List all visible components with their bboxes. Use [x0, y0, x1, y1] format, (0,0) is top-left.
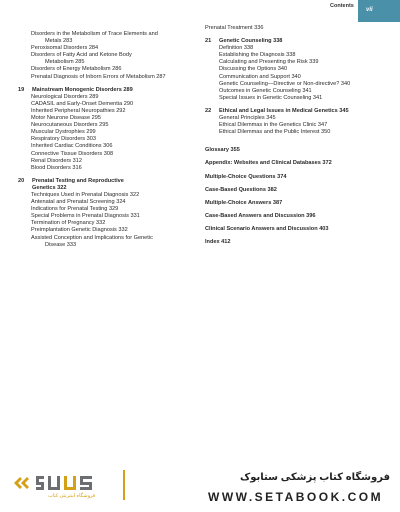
toc-entry: General Principles 345 — [219, 115, 276, 122]
toc-entry: Metals 283 — [45, 38, 73, 45]
back-matter-entry: Multiple-Choice Questions 374 — [205, 173, 287, 180]
back-matter-entry: Multiple-Choice Answers 387 — [205, 199, 283, 206]
back-matter-entry: Clinical Scenario Answers and Discussion 403 — [205, 225, 329, 232]
toc-entry: CADASIL and Early-Onset Dementia 290 — [31, 100, 134, 107]
chapter-number: 19 — [18, 86, 25, 93]
toc-entry: Ethical Dilemmas in the Genetics Clinic 347 — [219, 122, 328, 129]
back-matter-entry: Appendix: Websites and Clinical Databases 372 — [205, 160, 332, 167]
toc-entry: Discussing the Options 340 — [219, 66, 288, 73]
running-header-title: Contents — [330, 3, 354, 9]
chapter-title-line: Prenatal Testing and Reproductive — [32, 177, 124, 184]
toc-entry: Antenatal and Prenatal Screening 324 — [31, 199, 126, 206]
back-matter-entry: Glossary 355 — [205, 147, 240, 154]
toc-entry: Muscular Dystrophies 299 — [31, 129, 96, 136]
toc-entry: Outcomes in Genetic Counseling 341 — [219, 87, 312, 94]
store-name: فروشگاه کتاب پزشکی ستابوک — [240, 472, 391, 483]
back-matter-entry: Case-Based Answers and Discussion 396 — [205, 212, 316, 219]
toc-entry: Peroxisomal Disorders 284 — [31, 45, 99, 52]
toc-entry: Indications for Prenatal Testing 329 — [31, 206, 119, 213]
page-header — [0, 0, 400, 12]
toc-entry: Termination of Pregnancy 332 — [31, 220, 106, 227]
toc-right-column — [205, 25, 390, 246]
chapter-title-line: Genetics 322 — [32, 184, 67, 191]
toc-entry: Assisted Conception and Implications for Genetic — [31, 234, 153, 241]
toc-entry: Definition 338 — [219, 45, 254, 52]
toc-entry: Ethical Dilemmas and the Public Interest 350 — [219, 129, 331, 136]
chapter-20-heading — [18, 178, 201, 192]
toc-entry: Special Issues in Genetic Counseling 341 — [219, 94, 323, 101]
chapter-19-heading — [18, 87, 201, 94]
toc-entry: Metabolism 285 — [45, 59, 85, 66]
toc-entry: Inherited Cardiac Conditions 306 — [31, 143, 113, 150]
chapter-title: Mainstream Monogenic Disorders 289 — [32, 86, 133, 93]
toc-entry: Connective Tissue Disorders 308 — [31, 150, 114, 157]
toc-entry: Communication and Support 340 — [219, 73, 301, 80]
toc-entry: Genetic Counseling—Directive or Non-directive? 340 — [219, 80, 351, 87]
footer-divider — [123, 470, 125, 500]
toc-entry: Disorders of Energy Metabolism 286 — [31, 66, 122, 73]
toc-entry: Inherited Peripheral Neuropathies 292 — [31, 107, 126, 114]
setabook-logo-icon — [14, 472, 114, 494]
toc-entry: Respiratory Disorders 303 — [31, 136, 96, 143]
page-number-badge — [358, 0, 400, 22]
toc-entry: Preimplantation Genetic Diagnosis 332 — [31, 227, 128, 234]
toc-left-column — [18, 31, 201, 249]
toc-entry: Techniques Used in Prenatal Diagnosis 322 — [31, 191, 140, 198]
toc-entry: Blood Disorders 316 — [31, 164, 82, 171]
toc-entry: Calculating and Presenting the Risk 339 — [219, 59, 319, 66]
toc-entry: Prenatal Diagnosis of Inborn Errors of Metabolism 287 — [31, 73, 166, 80]
chapter-title: Genetic Counseling 338 — [219, 38, 283, 45]
store-url: WWW.SETABOOK.COM — [208, 490, 384, 504]
chapter-number: 22 — [205, 107, 212, 114]
toc-entry: Prenatal Treatment 336 — [205, 25, 264, 31]
toc-entry: Motor Neurone Disease 295 — [31, 115, 101, 122]
logo-tagline: فروشگاه اینترنتی کتاب — [48, 493, 96, 499]
chapter-21-heading — [205, 38, 390, 45]
toc-entry: Disorders of Fatty Acid and Ketone Body — [31, 52, 132, 59]
page-number: vii — [366, 7, 373, 13]
back-matter-entry: Index 412 — [205, 238, 231, 245]
chapter-number: 20 — [18, 177, 25, 184]
toc-entry: Neurological Disorders 289 — [31, 93, 99, 100]
toc-entry: Disease 333 — [45, 241, 77, 248]
toc-entry: Establishing the Diagnosis 338 — [219, 52, 296, 59]
chapter-number: 21 — [205, 38, 212, 45]
toc-entry: Disorders in the Metabolism of Trace Elements and — [31, 31, 158, 37]
chapter-22-heading — [205, 108, 390, 115]
toc-entry: Neurocutaneous Disorders 295 — [31, 122, 109, 129]
back-matter-entry: Case-Based Questions 382 — [205, 186, 277, 193]
chapter-title: Ethical and Legal Issues in Medical Genetics 345 — [219, 107, 349, 114]
chapter-title — [32, 178, 124, 192]
toc-entry: Special Problems in Prenatal Diagnosis 331 — [31, 213, 140, 220]
toc-entry: Renal Disorders 312 — [31, 157, 82, 164]
